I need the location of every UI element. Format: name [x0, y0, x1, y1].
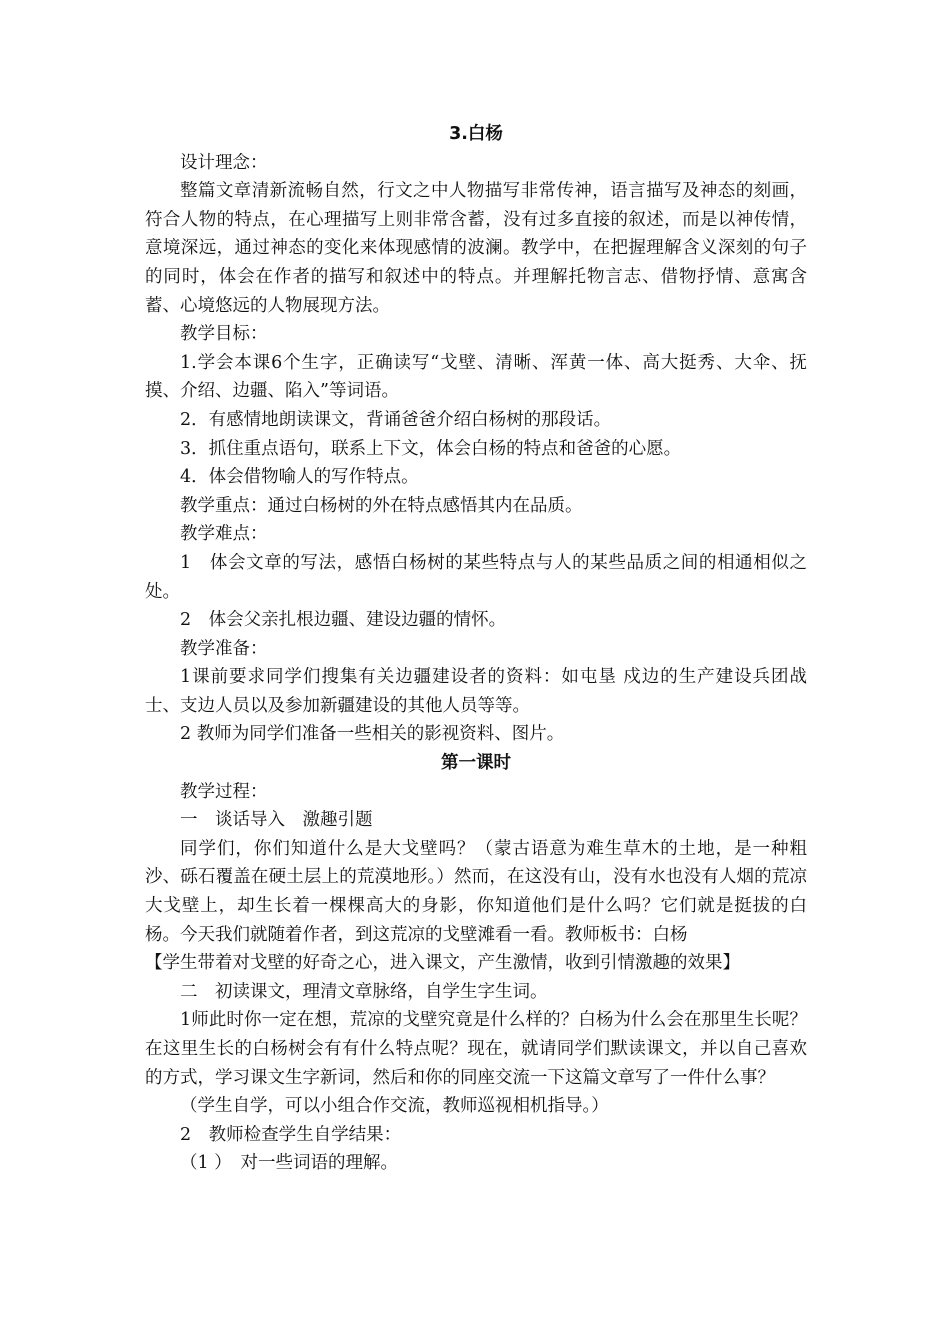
- goal-item: 3．抓住重点语句，联系上下文，体会白杨的特点和爸爸的心愿。: [180, 438, 682, 459]
- preparation-item: 2 教师为同学们准备一些相关的影视资料、图片。: [180, 724, 565, 745]
- key-point: 教学重点：通过白杨树的外在特点感悟其内在品质。: [180, 495, 583, 516]
- goal-item: 4．体会借物喻人的写作特点。: [180, 467, 419, 488]
- document-body: [145, 120, 807, 1178]
- goals-heading: 教学目标：: [180, 324, 268, 345]
- section-paragraph: （学生自学，可以小组合作交流，教师巡视相机指导。）: [180, 1096, 609, 1117]
- difficulty-item: 2 体会父亲扎根边疆、建设边疆的情怀。: [180, 610, 507, 631]
- process-heading: 教学过程：: [180, 781, 268, 802]
- goal-item: 1.学会本课6个生字，正确读写“戈壁、清晰、浑黄一体、高大挺秀、大伞、抚摸、介绍、边疆、陷入”等词语。: [145, 352, 807, 402]
- lesson-heading: 第一课时: [441, 753, 511, 774]
- goal-item: 2．有感情地朗读课文，背诵爸爸介绍白杨树的那段话。: [180, 409, 612, 430]
- preparation-item: 1课前要求同学们搜集有关边疆建设者的资料：如屯垦 戍边的生产建设兵团战士、支边人员以及参加新疆建设的其他人员等等。: [145, 667, 807, 716]
- section-heading: 二 初读课文，理清文章脉络，自学生字生词。: [180, 981, 548, 1002]
- design-concept-heading: 设计理念：: [180, 152, 268, 173]
- section-heading: 一 谈话导入 激趣引题: [180, 810, 373, 831]
- difficulty-heading: 教学难点：: [180, 524, 268, 545]
- section-paragraph: 2 教师检查学生自学结果：: [180, 1124, 402, 1145]
- section-paragraph: 1师此时你一定在想，荒凉的戈壁究竟是什么样的？白杨为什么会在那里生长呢？在这里生长的白杨树会有有什么特点呢？现在，就请同学们默读课文，并以自己喜欢的方式，学习课文生字新词，然后和你的同座交流一下这篇文章写了一件什么事？: [145, 1010, 807, 1088]
- design-concept-paragraph: 整篇文章清新流畅自然，行文之中人物描写非常传神，语言描写及神态的刻画，符合人物的特点，在心理描写上则非常含蓄，没有过多直接的叙述，而是以神传情，意境深远，通过神态的变化来体现感情的波澜。教学中，在把握理解含义深刻的句子的同时，体会在作者的描写和叙述中的特点。并理解托物言志、借物抒情、意寓含蓄、心境悠远的人物展现方法。: [145, 181, 807, 316]
- preparation-heading: 教学准备：: [180, 638, 268, 659]
- section-note: 【学生带着对戈壁的好奇之心，进入课文，产生激情，收到引情激趣的效果】: [145, 953, 740, 974]
- section-paragraph: 同学们，你们知道什么是大戈壁吗？（蒙古语意为难生草木的土地，是一种粗沙、砾石覆盖在硬土层上的荒漠地形。）然而，在这没有山，没有水也没有人烟的荒凉大戈壁上，却生长着一棵棵高大的身影，你知道他们是什么吗？它们就是挺拔的白杨。今天我们就随着作者，到这荒凉的戈壁滩看一看。教师板书：白杨: [145, 838, 807, 945]
- section-paragraph: （1 ） 对一些词语的理解。: [180, 1153, 398, 1174]
- difficulty-item: 1 体会文章的写法，感悟白杨树的某些特点与人的某些品质之间的相通相似之处。: [145, 552, 807, 602]
- page-title: 3.白杨: [449, 124, 503, 144]
